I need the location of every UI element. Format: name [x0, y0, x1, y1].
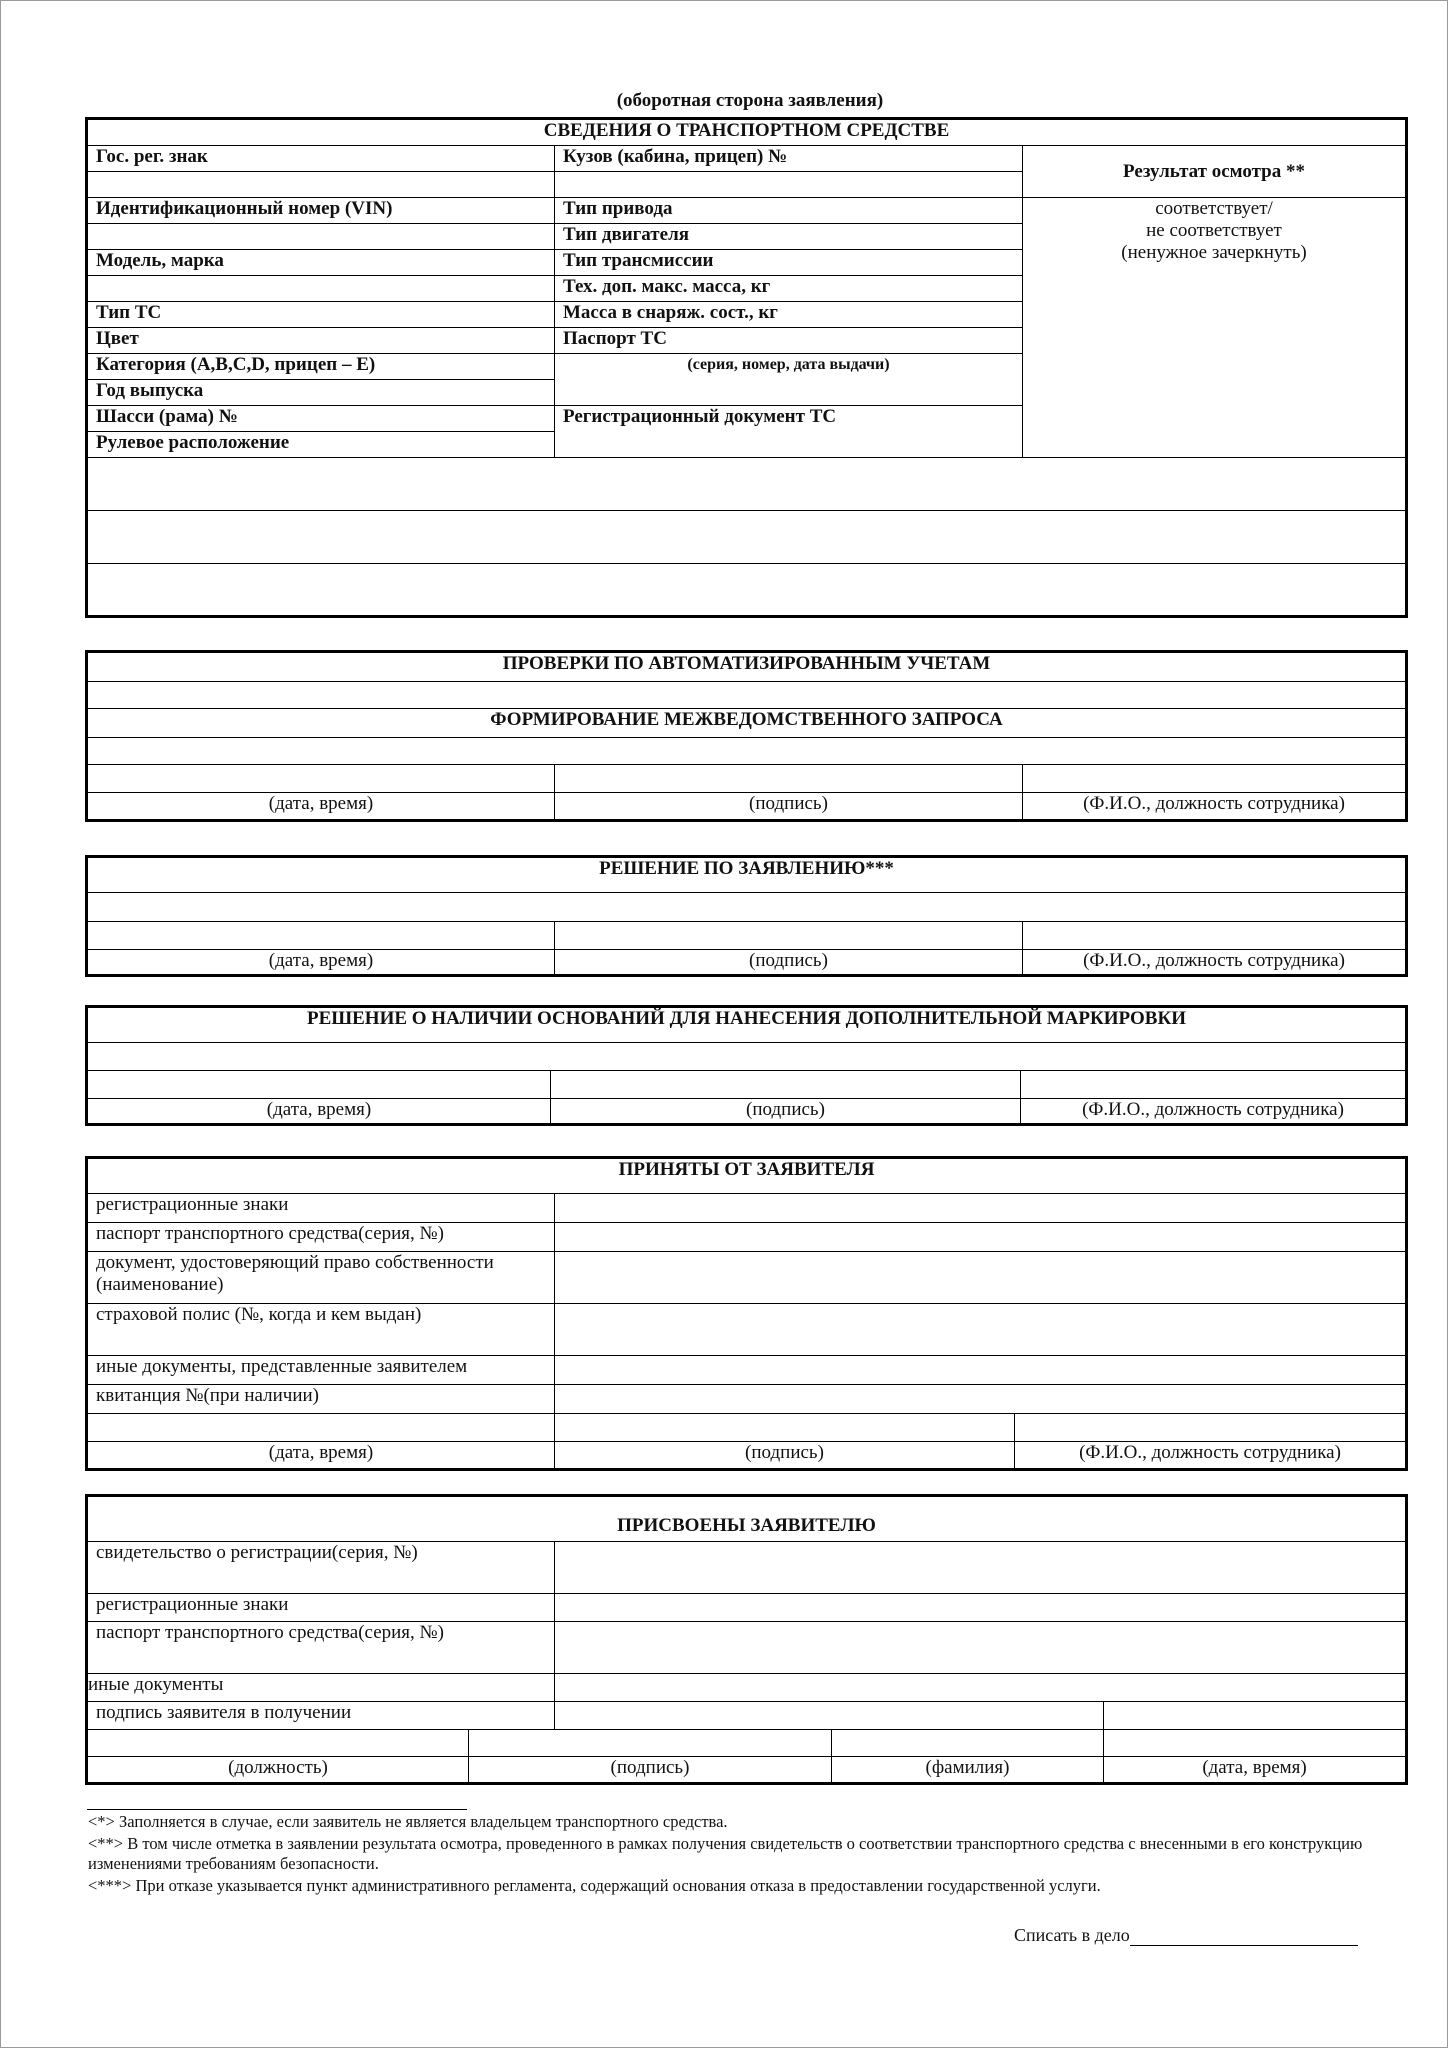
marking-signature-field[interactable] — [551, 1071, 1021, 1099]
marking-decision-title: РЕШЕНИЕ О НАЛИЧИИ ОСНОВАНИЙ ДЛЯ НАНЕСЕНИЯ ДОПОЛНИТЕЛЬНОЙ МАРКИРОВКИ — [87, 1007, 1407, 1043]
decision-date-field[interactable] — [87, 922, 555, 950]
label-color: Цвет — [87, 328, 555, 354]
value-reg-plate[interactable] — [87, 172, 555, 198]
accepted-date-caption: (дата, время) — [87, 1442, 555, 1470]
accepted-label-passport: паспорт транспортного средства(серия, №) — [87, 1223, 555, 1252]
vehicle-notes-row-2[interactable] — [87, 511, 1407, 564]
marking-date-caption: (дата, время) — [87, 1099, 551, 1125]
checks-title: ПРОВЕРКИ ПО АВТОМАТИЗИРОВАННЫМ УЧЕТАМ — [87, 652, 1407, 682]
footnote-separator — [87, 1809, 467, 1810]
label-vehicle-passport: Паспорт ТС — [555, 328, 1023, 354]
assigned-value-applicant-signature[interactable] — [555, 1702, 1104, 1730]
assigned-value-passport[interactable] — [555, 1622, 1407, 1674]
marking-date-field[interactable] — [87, 1071, 551, 1099]
result-line-2: не соответствует — [1146, 220, 1282, 241]
decision-row[interactable] — [87, 893, 1407, 922]
checks-row[interactable] — [87, 682, 1407, 709]
assigned-value-applicant-extra[interactable] — [1104, 1702, 1407, 1730]
marking-decision-table — [85, 1005, 1408, 1126]
assigned-signature-field[interactable] — [469, 1730, 832, 1757]
assigned-position-caption: (должность) — [87, 1757, 469, 1784]
page-subtitle: (оборотная сторона заявления) — [616, 90, 884, 111]
assigned-documents-table — [85, 1494, 1408, 1785]
value-vin[interactable] — [87, 224, 555, 250]
checks-signature-caption: (подпись) — [555, 793, 1023, 821]
decision-signature-caption: (подпись) — [555, 950, 1023, 976]
accepted-value-other-docs[interactable] — [555, 1356, 1407, 1385]
vehicle-info-table — [85, 117, 1408, 618]
passport-details-hint: (серия, номер, дата выдачи) — [555, 354, 1023, 406]
assigned-label-plates: регистрационные знаки — [87, 1594, 555, 1622]
decision-title: РЕШЕНИЕ ПО ЗАЯВЛЕНИЮ*** — [87, 857, 1407, 893]
assigned-signature-caption: (подпись) — [469, 1757, 832, 1784]
interagency-request-title: ФОРМИРОВАНИЕ МЕЖВЕДОМСТВЕННОГО ЗАПРОСА — [87, 709, 1407, 738]
label-model: Модель, марка — [87, 250, 555, 276]
decision-name-field[interactable] — [1023, 922, 1407, 950]
decision-date-caption: (дата, время) — [87, 950, 555, 976]
label-steering: Рулевое расположение — [87, 432, 555, 458]
vehicle-notes-row-3[interactable] — [87, 564, 1407, 617]
marking-name-caption: (Ф.И.О., должность сотрудника) — [1021, 1099, 1407, 1125]
checks-name-caption: (Ф.И.О., должность сотрудника) — [1023, 793, 1407, 821]
inspection-result-title: Результат осмотра ** — [1023, 146, 1407, 198]
assigned-value-other-docs[interactable] — [555, 1674, 1407, 1702]
accepted-signature-caption: (подпись) — [555, 1442, 1015, 1470]
assigned-position-field[interactable] — [87, 1730, 469, 1757]
assigned-datetime-caption: (дата, время) — [1104, 1757, 1407, 1784]
inspection-result-cell — [1023, 198, 1407, 458]
assigned-value-plates[interactable] — [555, 1594, 1407, 1622]
checks-name-field[interactable] — [1023, 765, 1407, 793]
decision-signature-field[interactable] — [555, 922, 1023, 950]
result-line-3: (ненужное зачеркнуть) — [1121, 242, 1307, 263]
footnote-2: <**> В том числе отметка в заявлении результата осмотра, проведенного в рамках получения свидетельств о соответствии транспортного средства с внесенными в его конструкцию изменениями требованиям безопасности. — [88, 1834, 1363, 1873]
decision-name-caption: (Ф.И.О., должность сотрудника) — [1023, 950, 1407, 976]
label-reg-plate: Гос. рег. знак — [87, 146, 555, 172]
label-category: Категория (A,B,C,D, прицеп – E) — [87, 354, 555, 380]
decision-table — [85, 855, 1408, 977]
automated-checks-table — [85, 650, 1408, 822]
label-body-number: Кузов (кабина, прицеп) № — [555, 146, 1023, 172]
accepted-label-plates: регистрационные знаки — [87, 1194, 555, 1223]
assigned-value-certificate[interactable] — [555, 1542, 1407, 1594]
accepted-date-field[interactable] — [87, 1414, 555, 1442]
write-off-line — [1014, 1925, 1358, 1946]
accepted-label-insurance: страховой полис (№, когда и кем выдан) — [87, 1304, 555, 1356]
assigned-surname-caption: (фамилия) — [832, 1757, 1104, 1784]
footnote-3: <***> При отказе указывается пункт административного регламента, содержащий основания отказа в предоставлении государственной услуги. — [88, 1876, 1101, 1895]
assigned-surname-field[interactable] — [832, 1730, 1104, 1757]
accepted-value-insurance[interactable] — [555, 1304, 1407, 1356]
assigned-label-applicant-signature: подпись заявителя в получении — [87, 1702, 555, 1730]
label-max-mass: Тех. доп. макс. масса, кг — [555, 276, 1023, 302]
assigned-title: ПРИСВОЕНЫ ЗАЯВИТЕЛЮ — [87, 1496, 1407, 1542]
accepted-signature-field[interactable] — [555, 1414, 1015, 1442]
interagency-request-row[interactable] — [87, 738, 1407, 765]
vehicle-info-title: СВЕДЕНИЯ О ТРАНСПОРТНОМ СРЕДСТВЕ — [87, 119, 1407, 146]
accepted-label-receipt: квитанция №(при наличии) — [87, 1385, 555, 1414]
marking-signature-caption: (подпись) — [551, 1099, 1021, 1125]
write-off-label: Списать в дело — [1014, 1925, 1130, 1945]
assigned-label-certificate: свидетельство о регистрации(серия, №) — [87, 1542, 555, 1594]
marking-decision-row[interactable] — [87, 1043, 1407, 1071]
label-year: Год выпуска — [87, 380, 555, 406]
value-body-number[interactable] — [555, 172, 1023, 198]
checks-signature-field[interactable] — [555, 765, 1023, 793]
accepted-name-field[interactable] — [1015, 1414, 1407, 1442]
marking-name-field[interactable] — [1021, 1071, 1407, 1099]
accepted-value-passport[interactable] — [555, 1223, 1407, 1252]
accepted-name-caption: (Ф.И.О., должность сотрудника) — [1015, 1442, 1407, 1470]
label-drive-type: Тип привода — [555, 198, 1023, 224]
accepted-value-receipt[interactable] — [555, 1385, 1407, 1414]
label-engine-type: Тип двигателя — [555, 224, 1023, 250]
value-model[interactable] — [87, 276, 555, 302]
label-chassis: Шасси (рама) № — [87, 406, 555, 432]
accepted-label-other-docs: иные документы, представленные заявителем — [87, 1356, 555, 1385]
footnote-1: <*> Заполняется в случае, если заявитель не является владельцем транспортного средства. — [88, 1812, 728, 1831]
accepted-value-plates[interactable] — [555, 1194, 1407, 1223]
label-curb-mass: Масса в снаряж. сост., кг — [555, 302, 1023, 328]
label-vehicle-type: Тип ТС — [87, 302, 555, 328]
accepted-value-ownership-doc[interactable] — [555, 1252, 1407, 1304]
assigned-datetime-field[interactable] — [1104, 1730, 1407, 1757]
label-registration-doc: Регистрационный документ ТС — [555, 406, 1023, 458]
checks-date-field[interactable] — [87, 765, 555, 793]
accepted-label-ownership-doc: документ, удостоверяющий право собственности (наименование) — [87, 1252, 555, 1304]
write-off-field[interactable] — [1130, 1927, 1358, 1946]
assigned-label-passport: паспорт транспортного средства(серия, №) — [87, 1622, 555, 1674]
accepted-documents-table — [85, 1156, 1408, 1471]
label-transmission: Тип трансмиссии — [555, 250, 1023, 276]
assigned-label-other-docs: иные документы — [87, 1674, 555, 1702]
result-line-1: соответствует/ — [1155, 198, 1273, 219]
checks-date-caption: (дата, время) — [87, 793, 555, 821]
label-vin: Идентификационный номер (VIN) — [87, 198, 555, 224]
accepted-title: ПРИНЯТЫ ОТ ЗАЯВИТЕЛЯ — [87, 1158, 1407, 1194]
vehicle-notes-row-1[interactable] — [87, 458, 1407, 511]
